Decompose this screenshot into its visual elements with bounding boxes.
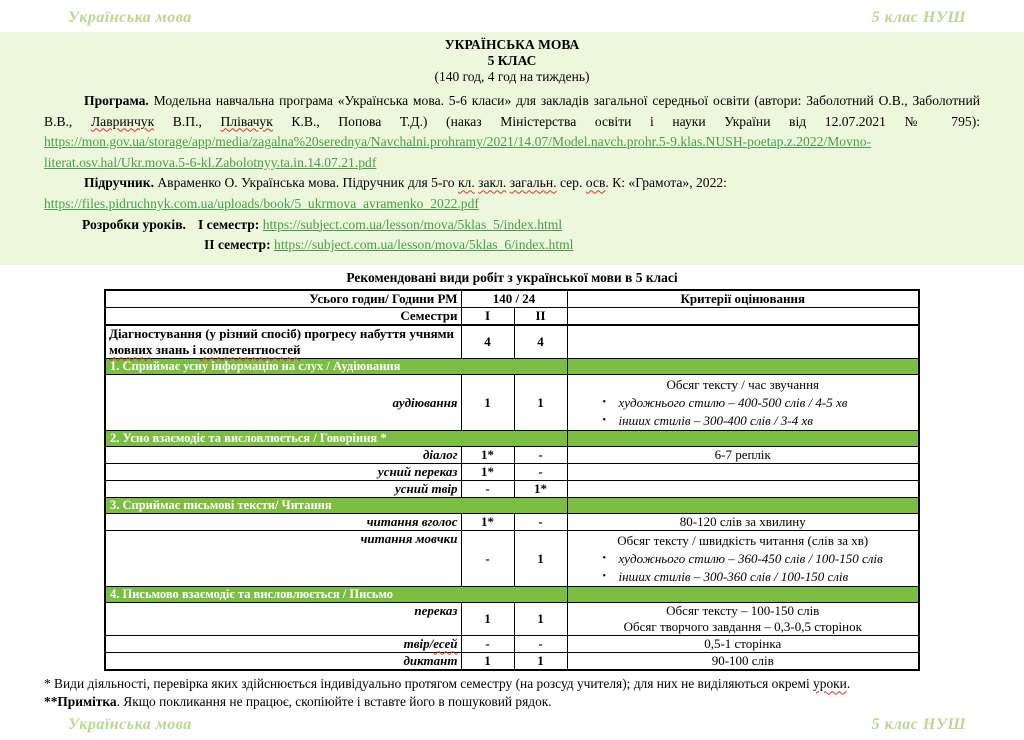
dialog-criteria: 6-7 реплік bbox=[567, 447, 919, 464]
semesters-criteria-empty bbox=[567, 308, 919, 326]
diagnostics-criteria-empty bbox=[567, 325, 919, 359]
program-label: Програма. bbox=[84, 93, 149, 108]
header-hours-label: Усього годин/ Години РМ bbox=[105, 290, 461, 308]
audio-criteria bbox=[567, 375, 919, 431]
semesters-label: Семестри bbox=[105, 308, 461, 326]
oral-retelling-sem2-value: - bbox=[514, 464, 567, 481]
page-title-line3: (140 год, 4 год на тиждень) bbox=[434, 69, 590, 84]
written-retelling-sem2-value: 1 bbox=[514, 603, 567, 636]
silent-reading-bullet-1 bbox=[571, 550, 916, 568]
diagnostics-sem2-value: 4 bbox=[514, 325, 567, 359]
reading-aloud-row bbox=[105, 514, 919, 531]
audio-bullet-2-text: інших стилів – 300-400 слів / 3-4 хв bbox=[618, 412, 813, 428]
misspelled-word: кл. bbox=[457, 175, 475, 191]
section-3-title: 3. Сприймає письмові тексти/ Читання bbox=[105, 498, 567, 514]
textbook-text-1: Авраменко О. Українська мова. Підручник для 5-го bbox=[153, 175, 458, 191]
textbook-label: Підручник. bbox=[84, 175, 154, 191]
audio-bullet-1-text: художнього стилю – 400-500 слів / 4-5 хв bbox=[618, 394, 848, 410]
program-text-2: В.П., bbox=[154, 113, 221, 129]
dialog-sem2-value: - bbox=[514, 447, 567, 464]
audio-label: аудіювання bbox=[105, 375, 461, 431]
textbook-pdf-link[interactable]: https://files.pidruchnyk.com.ua/uploads/book/5_ukrmova_avramenko_2022.pdf bbox=[44, 195, 479, 211]
silent-reading-criteria-title: Обсяг тексту / швидкість читання (слів за хв) bbox=[617, 532, 869, 548]
silent-reading-row bbox=[105, 531, 919, 587]
misspelled-word: уроки bbox=[813, 676, 847, 692]
table-title: Рекомендовані види робіт з української мови в 5 класі bbox=[346, 269, 678, 285]
textbook-paragraph bbox=[44, 173, 980, 194]
semester-2-label: ІІ семестр: bbox=[204, 237, 271, 253]
misspelled-word: компетентностей bbox=[199, 342, 301, 358]
written-retelling-criteria-line1: Обсяг тексту – 100-150 слів bbox=[666, 603, 820, 619]
oral-essay-sem2-value: 1* bbox=[514, 481, 567, 498]
program-paragraph bbox=[44, 91, 980, 173]
diagnostics-row bbox=[105, 325, 919, 359]
audio-criteria-title: Обсяг тексту / час звучання bbox=[666, 376, 820, 392]
oral-essay-label: усний твір bbox=[105, 481, 461, 498]
section-2-criteria-cell bbox=[567, 431, 919, 447]
footnote-1 bbox=[44, 675, 980, 693]
intro-section bbox=[0, 32, 1024, 265]
audio-bullet-1 bbox=[571, 394, 916, 412]
misspelled-word: Плівачук bbox=[220, 113, 273, 129]
written-retelling-criteria-line2: Обсяг творчого завдання – 0,3-0,5 сторінок bbox=[623, 619, 862, 635]
silent-reading-bullet-2-text: інших стилів – 300-360 слів / 100-150 слів bbox=[618, 568, 849, 584]
essay-sem1-value: - bbox=[461, 636, 514, 653]
oral-retelling-sem1-value: 1* bbox=[461, 464, 514, 481]
diagnostics-label bbox=[105, 325, 461, 359]
textbook-text-2: сер. bbox=[556, 175, 586, 191]
section-1-title: 1. Сприймає усну інформацію на слух / Аудіювання bbox=[105, 359, 567, 375]
dialog-sem1-value: 1* bbox=[461, 447, 514, 464]
oral-retelling-label: усний переказ bbox=[105, 464, 461, 481]
footnote-2 bbox=[44, 693, 980, 711]
section-2-title: 2. Усно взаємодіє та висловлюється / Говоріння * bbox=[105, 431, 567, 447]
lessons-label: Розробки уроків. bbox=[82, 216, 186, 232]
diagnostics-text-1: Діагностування (у різний спосіб) прогресу набуття учнями bbox=[109, 326, 455, 342]
silent-reading-label: читання мовчки bbox=[105, 531, 461, 587]
audio-sem2-value: 1 bbox=[514, 375, 567, 431]
program-text-1: Модельна навчальна програма «Українська мова. 5-6 класи» для закладів загальної середньої освіти (автори: Заболотний О.В., Заболотний В.В., bbox=[44, 93, 980, 129]
section-4-title: 4. Письмово взаємодіє та висловлюється / Письмо bbox=[105, 587, 567, 603]
silent-reading-sem2-value: 1 bbox=[514, 531, 567, 587]
written-retelling-sem1-value: 1 bbox=[461, 603, 514, 636]
footnote-1-text: * Види діяльності, перевірка яких здійснюється індивідуально протягом семестру (на розсуд учителя); для них не виділяються окремі bbox=[44, 676, 814, 692]
misspelled-word: мовних bbox=[109, 342, 153, 358]
page-title-line1: УКРАЇНСЬКА МОВА bbox=[444, 37, 580, 52]
section-1-row bbox=[105, 359, 919, 375]
misspelled-word: есей bbox=[433, 636, 458, 652]
table-header-row bbox=[105, 290, 919, 308]
dictation-row bbox=[105, 653, 919, 671]
dialog-row bbox=[105, 447, 919, 464]
reading-aloud-label: читання вголос bbox=[105, 514, 461, 531]
audio-row bbox=[105, 375, 919, 431]
section-2-row bbox=[105, 431, 919, 447]
written-retelling-label: переказ bbox=[105, 603, 461, 636]
bullet-icon: • bbox=[602, 552, 607, 564]
diagnostics-sem1-value: 4 bbox=[461, 325, 514, 359]
oral-essay-row bbox=[105, 481, 919, 498]
reading-aloud-sem2-value: - bbox=[514, 514, 567, 531]
header-criteria-label: Критерії оцінювання bbox=[567, 290, 919, 308]
oral-essay-sem1-value: - bbox=[461, 481, 514, 498]
audio-bullet-2 bbox=[571, 412, 916, 430]
bullet-icon: • bbox=[602, 414, 607, 426]
written-retelling-criteria bbox=[567, 603, 919, 636]
essay-label-part1: твір/ bbox=[403, 636, 434, 652]
reading-aloud-criteria: 80-120 слів за хвилину bbox=[567, 514, 919, 531]
essay-row bbox=[105, 636, 919, 653]
silent-reading-bullet-1-text: художнього стилю – 360-450 слів / 100-150 слів bbox=[618, 550, 883, 566]
section-1-criteria-cell bbox=[567, 359, 919, 375]
semester-2-link[interactable]: https://subject.com.ua/lesson/mova/5klas_6/index.html bbox=[274, 237, 574, 253]
running-footer-left: Українська мова bbox=[68, 716, 192, 734]
silent-reading-bullet-2 bbox=[571, 568, 916, 586]
running-header-right: 5 клас НУШ bbox=[871, 9, 966, 26]
misspelled-word: закл. bbox=[478, 175, 507, 191]
essay-label bbox=[105, 636, 461, 653]
program-pdf-link[interactable]: https://mon.gov.ua/storage/app/media/zagalna%20serednya/Navchalni.prohramy/2021/14.07/Model.navch.prohr.5-9.klas.NUSH-poetap.z.2022/Movno-literat.osv.hal/Ukr.mova.5-6-kl.Zabolotnyy.ta.in.14.07.21.pdf bbox=[44, 134, 872, 170]
diagnostics-text-2: знань і bbox=[152, 342, 200, 358]
reading-aloud-sem1-value: 1* bbox=[461, 514, 514, 531]
misspelled-word: загальн. bbox=[509, 175, 557, 191]
page-title-line2: 5 КЛАС bbox=[487, 53, 537, 68]
header-hours-value: 140 / 24 bbox=[461, 290, 567, 308]
written-retelling-row bbox=[105, 603, 919, 636]
textbook-text-3: . К: «Грамота», 2022: bbox=[605, 175, 727, 191]
dictation-sem1-value: 1 bbox=[461, 653, 514, 671]
misspelled-word: Лавринчук bbox=[90, 113, 155, 129]
lessons-line-1 bbox=[82, 215, 980, 236]
dictation-sem2-value: 1 bbox=[514, 653, 567, 671]
section-4-criteria-cell bbox=[567, 587, 919, 603]
misspelled-word: осв bbox=[585, 175, 606, 191]
oral-retelling-criteria bbox=[567, 464, 919, 481]
semester-1-header: І bbox=[461, 308, 514, 326]
bullet-icon: • bbox=[602, 570, 607, 582]
oral-essay-criteria bbox=[567, 481, 919, 498]
semester-1-label: І семестр: bbox=[197, 216, 260, 232]
silent-reading-criteria bbox=[567, 531, 919, 587]
essay-sem2-value: - bbox=[514, 636, 567, 653]
footnotes bbox=[44, 675, 980, 710]
dictation-label: диктант bbox=[105, 653, 461, 671]
running-header-left: Українська мова bbox=[68, 9, 192, 26]
silent-reading-sem1-value: - bbox=[461, 531, 514, 587]
footnote-1-period: . bbox=[846, 676, 851, 692]
dialog-label: діалог bbox=[105, 447, 461, 464]
program-text-3: К.В., Попова Т.Д.) (наказ Міністерства освіти і науки України від 12.07.2021 № 795): bbox=[272, 113, 980, 129]
footnote-2-text: . Якщо покликання не працює, скопіюйте і вставте його в пошуковий рядок. bbox=[116, 693, 552, 709]
audio-sem1-value: 1 bbox=[461, 375, 514, 431]
textbook-link-line bbox=[44, 194, 980, 215]
semesters-row bbox=[105, 308, 919, 326]
running-header bbox=[0, 0, 1024, 32]
running-footer-right: 5 клас НУШ bbox=[871, 716, 966, 734]
footnote-2-label: **Примітка bbox=[44, 693, 117, 709]
running-footer bbox=[0, 710, 1024, 740]
section-4-row bbox=[105, 587, 919, 603]
section-3-row bbox=[105, 498, 919, 514]
semester-2-header: ІІ bbox=[514, 308, 567, 326]
oral-retelling-row bbox=[105, 464, 919, 481]
section-3-criteria-cell bbox=[567, 498, 919, 514]
semester-1-link[interactable]: https://subject.com.ua/lesson/mova/5klas_5/index.html bbox=[262, 216, 563, 232]
essay-criteria: 0,5-1 сторінка bbox=[567, 636, 919, 653]
lessons-line-2 bbox=[204, 235, 980, 256]
bullet-icon: • bbox=[602, 396, 607, 408]
recommended-works-table bbox=[104, 289, 920, 672]
dictation-criteria: 90-100 слів bbox=[567, 653, 919, 671]
